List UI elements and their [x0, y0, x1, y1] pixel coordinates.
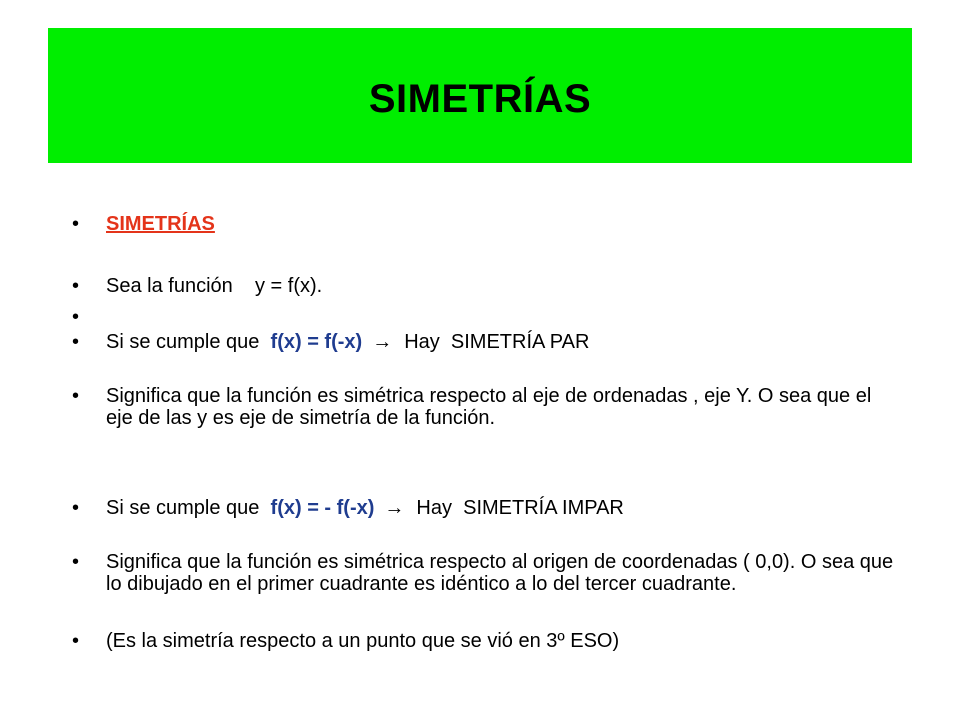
bullet-even-symmetry [72, 331, 902, 353]
bullet-dot: • [72, 331, 80, 353]
bullet-dot: • [72, 630, 80, 652]
bullet-odd-symmetry [72, 497, 902, 519]
bullet-dot: • [72, 306, 80, 328]
even-formula: f(x) = f(-x) [270, 331, 363, 353]
title-bar [48, 28, 912, 163]
bullet-heading [72, 213, 902, 235]
bullet-dot: • [72, 551, 80, 573]
note-text: (Es la simetría respecto a un punto que se vió en 3º ESO) [106, 630, 620, 652]
odd-symmetry-text [106, 497, 902, 519]
bullet-dot: • [72, 213, 80, 235]
odd-suffix: Hay SIMETRÍA IMPAR [416, 497, 624, 519]
bullet-dot: • [72, 385, 80, 407]
odd-explanation-text: Significa que la función es simétrica respecto al origen de coordenadas ( 0,0). O sea que lo dibujado en el primer cuadrante es idéntico a lo del tercer cuadrante. [106, 551, 894, 595]
arrow-right-icon: → [384, 497, 405, 519]
even-prefix: Si se cumple que [106, 331, 271, 353]
bullet-note [72, 630, 902, 652]
bullet-even-explanation [72, 385, 902, 429]
odd-prefix: Si se cumple que [106, 497, 271, 519]
heading-link[interactable]: SIMETRÍAS [106, 213, 215, 235]
even-suffix: Hay SIMETRÍA PAR [404, 331, 590, 353]
even-explanation-text: Significa que la función es simétrica respecto al eje de ordenadas , eje Y. O sea que el eje de las y es eje de simetría de la función. [106, 385, 872, 429]
odd-formula: f(x) = - f(-x) [270, 497, 375, 519]
bullet-function [72, 275, 902, 297]
bullet-empty [72, 306, 902, 328]
function-text: Sea la función y = f(x). [106, 275, 323, 297]
even-symmetry-text [106, 331, 902, 353]
bullet-odd-explanation [72, 551, 902, 595]
bullet-dot: • [72, 497, 80, 519]
arrow-right-icon: → [372, 331, 393, 353]
bullet-dot: • [72, 275, 80, 297]
slide-title: SIMETRÍAS [368, 77, 592, 121]
